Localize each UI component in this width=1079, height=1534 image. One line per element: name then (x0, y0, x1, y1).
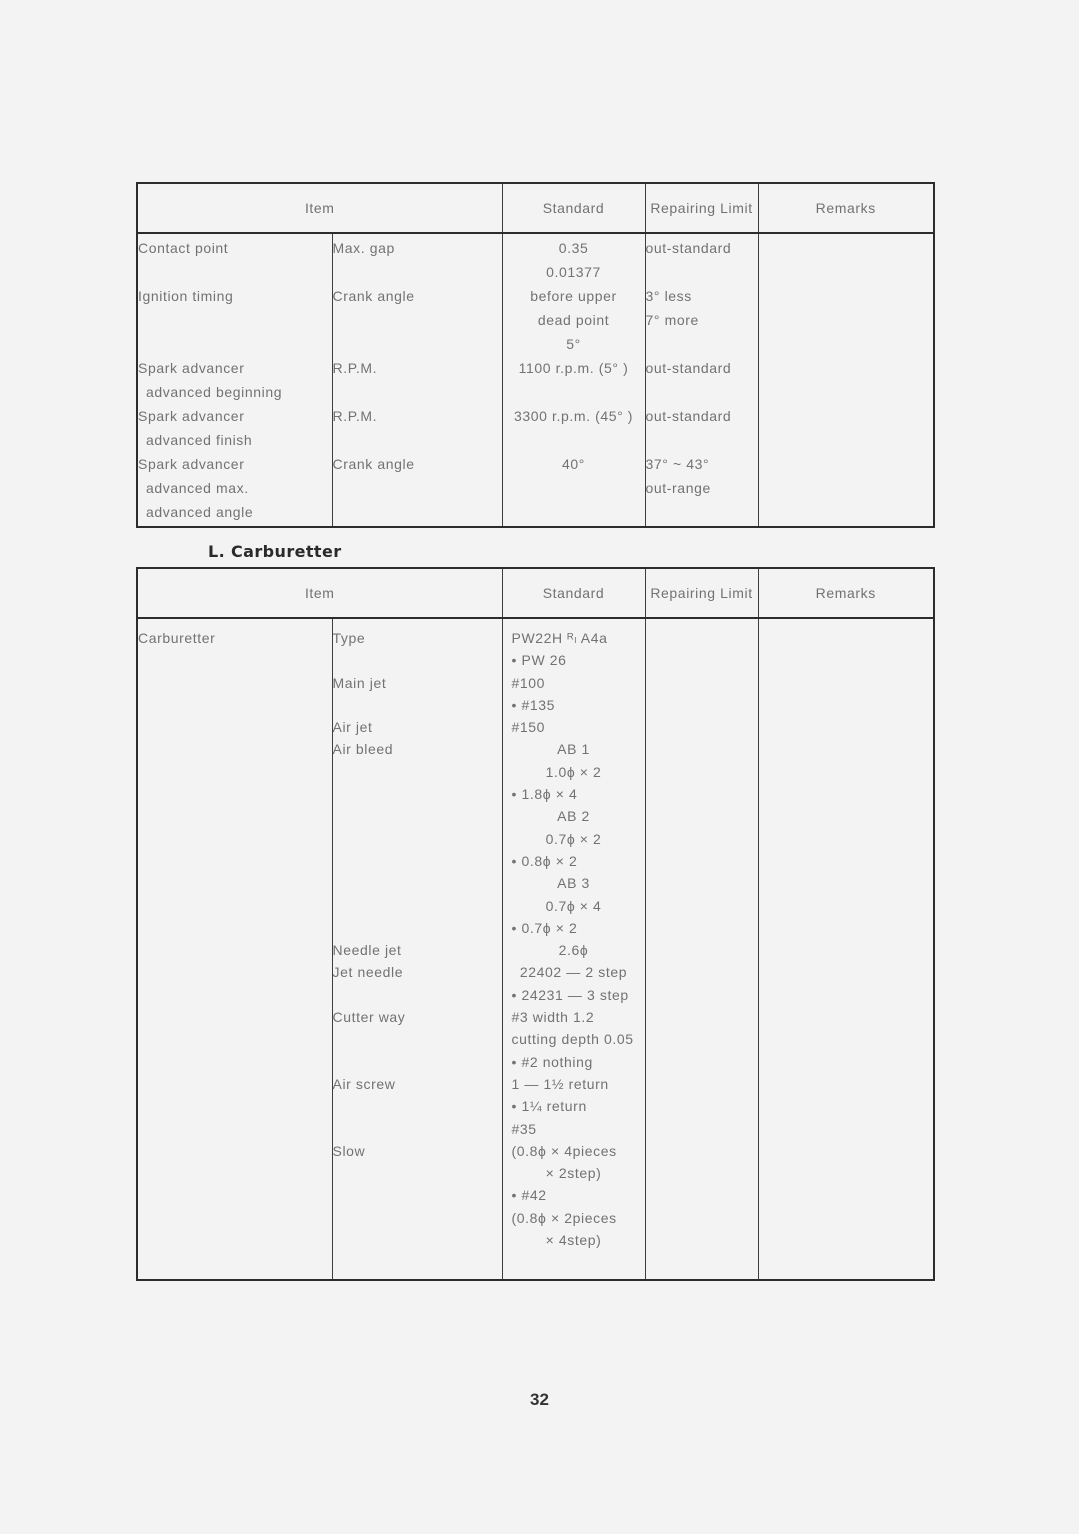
cell-line: • #42 (511, 1187, 547, 1204)
header-standard: Standard (502, 568, 645, 618)
repairing-limit-column (645, 618, 758, 1280)
cell-line (333, 1229, 502, 1251)
cell-line: R.P.M. (332, 408, 378, 424)
cell-line: (0.8ϕ × 2pieces (511, 1209, 617, 1226)
cell-line (333, 1028, 502, 1050)
cell-line: Air screw (332, 1075, 396, 1092)
cell-line: 40° (562, 456, 585, 472)
cell-line (333, 694, 502, 716)
header-repairing-limit: Repairing Limit (645, 568, 758, 618)
cell-line: 0.7ϕ × 4 (545, 897, 602, 914)
cell-line: advanced max. (146, 480, 249, 496)
header-remarks: Remarks (758, 183, 934, 233)
remarks-column (758, 233, 934, 527)
cell-line: out-range (645, 480, 711, 496)
cell-line: 5° (566, 336, 581, 352)
section-heading: L. Carburetter (208, 542, 342, 561)
cell-line (503, 380, 645, 404)
cell-line: 0.7ϕ × 2 (545, 830, 602, 847)
item-column (137, 233, 332, 527)
item-column (137, 618, 332, 1280)
cell-line: advanced beginning (146, 384, 283, 400)
table-header-row (137, 183, 934, 233)
cell-line (333, 872, 502, 894)
cell-line (333, 1095, 502, 1117)
ignition-spec-table (136, 182, 935, 528)
cell-line: out-standard (645, 360, 732, 376)
standard-column (502, 233, 645, 527)
cell-line (503, 500, 645, 524)
cell-line: #3 width 1.2 (511, 1009, 595, 1026)
cell-line: AB 3 (557, 875, 590, 892)
cell-line (333, 1184, 502, 1206)
standard-column (502, 618, 645, 1280)
cell-line (646, 428, 758, 452)
cell-line: • 24231 — 3 step (511, 986, 629, 1003)
cell-line: • 1¼ return (511, 1098, 587, 1115)
cell-line (333, 783, 502, 805)
cell-line: 3° less (645, 288, 692, 304)
cell-line: 22402 — 2 step (519, 964, 628, 981)
cell-line: Crank angle (332, 456, 415, 472)
cell-line: Carburetter (138, 630, 216, 646)
cell-line: • 0.8ϕ × 2 (511, 852, 578, 869)
cell-line: Spark advancer (138, 456, 245, 472)
cell-line (646, 380, 758, 404)
cell-line (333, 380, 502, 404)
cell-line: 3300 r.p.m. (45° ) (513, 408, 634, 424)
cell-line (333, 1118, 502, 1140)
cell-line: AB 1 (557, 741, 590, 758)
cell-line: advanced angle (146, 504, 254, 520)
cell-line (333, 984, 502, 1006)
cell-line (333, 260, 502, 284)
table-header-row (137, 568, 934, 618)
cell-line: #150 (511, 719, 546, 736)
cell-line: • #135 (511, 696, 556, 713)
cell-line: PW22H ᴿₗ A4a (511, 630, 608, 646)
cell-line: Jet needle (332, 964, 404, 981)
cell-line: 0.01377 (546, 264, 601, 280)
cell-line: Spark advancer (138, 408, 245, 424)
cell-line (646, 260, 758, 284)
table-row (137, 233, 934, 527)
cell-line (333, 917, 502, 939)
cell-line (333, 476, 502, 500)
cell-line (333, 805, 502, 827)
sub-item-column (332, 618, 502, 1280)
cell-line (138, 308, 332, 332)
cell-line (646, 332, 758, 356)
cell-line: R.P.M. (332, 360, 378, 376)
page-number: 32 (530, 1390, 549, 1409)
header-item: Item (137, 183, 502, 233)
cell-line (333, 761, 502, 783)
cell-line: • #2 nothing (511, 1053, 593, 1070)
cell-line (333, 828, 502, 850)
sub-item-column (332, 233, 502, 527)
cell-line (333, 332, 502, 356)
cell-line (333, 308, 502, 332)
cell-line: Air bleed (332, 741, 394, 758)
cell-line (138, 260, 332, 284)
cell-line: 37° ~ 43° (645, 456, 710, 472)
remarks-column (758, 618, 934, 1280)
cell-line (333, 649, 502, 671)
cell-line: Main jet (332, 674, 387, 691)
cell-line (333, 1251, 502, 1273)
cell-line: Max. gap (332, 240, 395, 256)
cell-line (333, 500, 502, 524)
cell-line: (0.8ϕ × 4pieces (511, 1142, 617, 1159)
cell-line: 0.35 (558, 240, 589, 256)
cell-line: before upper (530, 288, 617, 304)
cell-line: 1.0ϕ × 2 (545, 763, 602, 780)
cell-line: × 2step) (545, 1165, 602, 1182)
cell-line: Ignition timing (138, 288, 234, 304)
cell-line: out-standard (645, 240, 732, 256)
cell-line: cutting depth 0.05 (511, 1031, 634, 1048)
cell-line: advanced finish (146, 432, 253, 448)
cell-line (333, 1207, 502, 1229)
cell-line (138, 332, 332, 356)
header-item: Item (137, 568, 502, 618)
header-standard: Standard (502, 183, 645, 233)
cell-line: 1100 r.p.m. (5° ) (518, 360, 629, 376)
cell-line (333, 428, 502, 452)
repairing-limit-column (645, 233, 758, 527)
cell-line: Needle jet (332, 942, 402, 959)
cell-line: Air jet (332, 719, 373, 736)
header-remarks: Remarks (758, 568, 934, 618)
cell-line: 1 — 1½ return (511, 1075, 609, 1092)
cell-line (333, 850, 502, 872)
header-repairing-limit: Repairing Limit (645, 183, 758, 233)
cell-line (333, 895, 502, 917)
table-row (137, 618, 934, 1280)
cell-line: #100 (511, 674, 546, 691)
cell-line (646, 500, 758, 524)
cell-line: Spark advancer (138, 360, 245, 376)
cell-line: × 4step) (545, 1232, 602, 1249)
cell-line: 7° more (645, 312, 699, 328)
cell-line: Crank angle (332, 288, 415, 304)
cell-line: • 0.7ϕ × 2 (511, 919, 578, 936)
cell-line: AB 2 (557, 808, 590, 825)
cell-line: • 1.8ϕ × 4 (511, 786, 578, 803)
cell-line: out-standard (645, 408, 732, 424)
cell-line (333, 1051, 502, 1073)
carburetter-spec-table (136, 567, 935, 1281)
cell-line (333, 1162, 502, 1184)
cell-line: Contact point (138, 240, 229, 256)
cell-line: #35 (511, 1120, 537, 1137)
cell-line (503, 476, 645, 500)
cell-line: Cutter way (332, 1009, 406, 1026)
cell-line: dead point (537, 312, 610, 328)
cell-line (503, 428, 645, 452)
cell-line: Slow (332, 1142, 366, 1159)
cell-line: • PW 26 (511, 652, 567, 669)
cell-line: 2.6ϕ (558, 942, 589, 959)
cell-line: Type (332, 630, 366, 646)
